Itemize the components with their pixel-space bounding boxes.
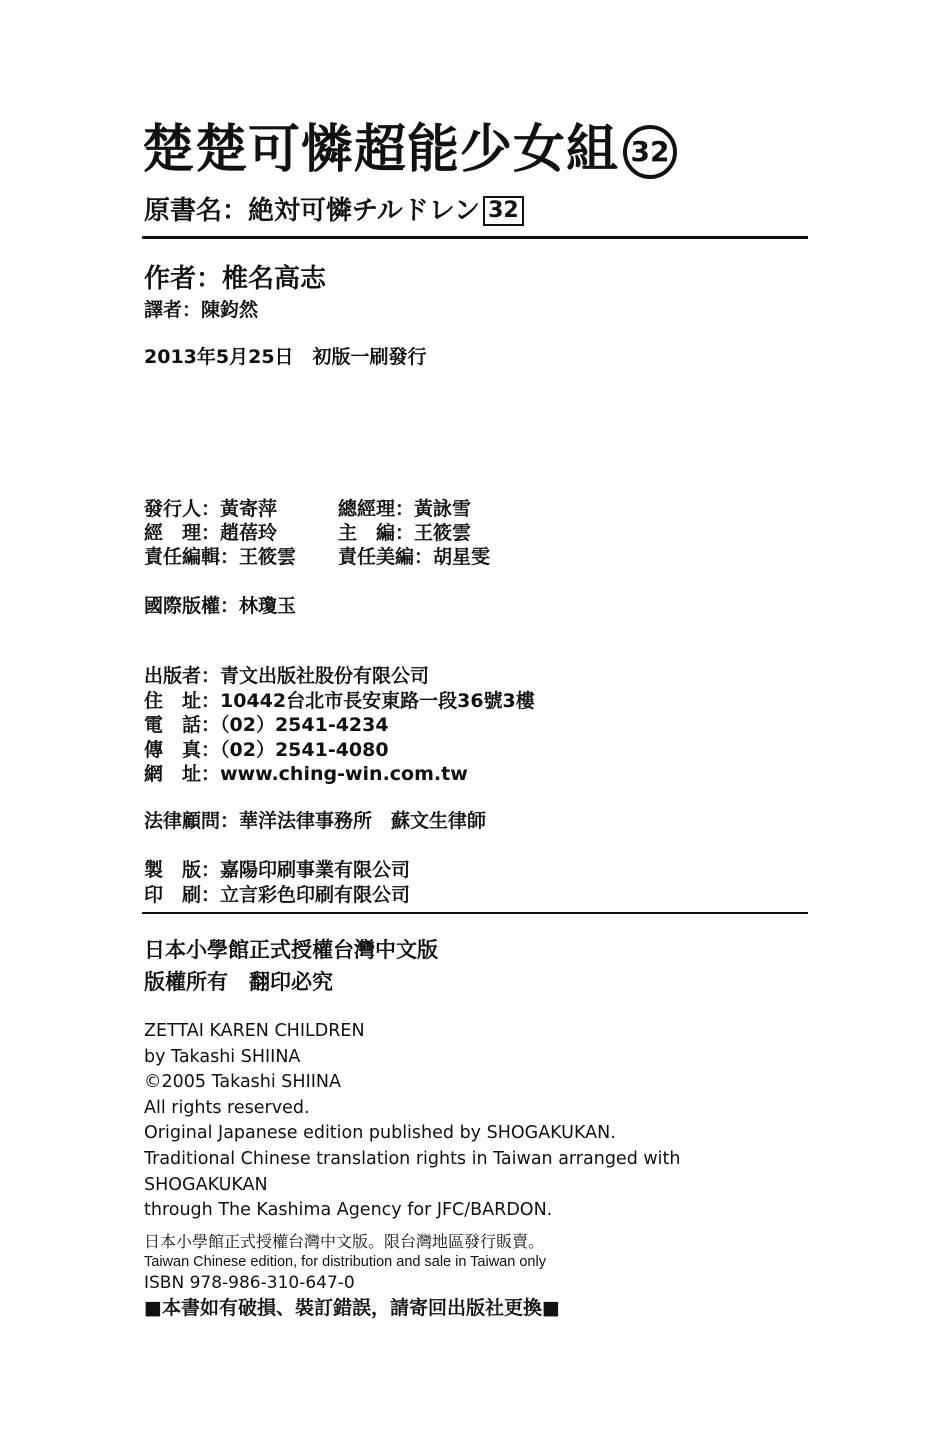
credit-line: Original Japanese edition published by SHOGAKUKAN. bbox=[144, 1123, 616, 1144]
legal-advisor: 法律顧問：華洋法律事務所 蘇文生律師 bbox=[144, 810, 487, 832]
credit-line: SHOGAKUKAN bbox=[144, 1174, 268, 1195]
book-title bbox=[142, 118, 677, 182]
divider-bottom bbox=[142, 912, 808, 914]
authorization-line: 日本小學館正式授權台灣中文版 bbox=[144, 937, 438, 962]
publisher-name: 出版者：青文出版社股份有限公司 bbox=[144, 665, 430, 687]
edition-date: 2013年5月25日 初版一刷發行 bbox=[144, 346, 427, 368]
divider-top bbox=[142, 236, 808, 239]
copyright-line: 版權所有 翻印必究 bbox=[144, 969, 333, 994]
credit-line: through The Kashima Agency for JFC/BARDON. bbox=[144, 1200, 553, 1221]
staff-cell: 主 編：王筱雲 bbox=[338, 522, 472, 544]
publisher-phone: 電 話：（02）2541-4234 bbox=[144, 714, 389, 736]
international-rights: 國際版權：林瓊玉 bbox=[144, 595, 297, 617]
staff-cell: 責任美編：胡星雯 bbox=[338, 546, 491, 568]
staff-cell: 責任編輯：王筱雲 bbox=[144, 546, 297, 568]
staff-credits bbox=[144, 497, 490, 569]
authorization-notice bbox=[144, 934, 438, 998]
book-title-text: 楚楚可憐超能少女組 bbox=[142, 120, 620, 180]
damage-notice: ■本書如有破損、裝訂錯誤，請寄回出版社更換■ bbox=[144, 1297, 560, 1319]
publisher-fax: 傳 真：（02）2541-4080 bbox=[144, 738, 389, 761]
english-credits bbox=[144, 1019, 681, 1224]
isbn: ISBN 978-986-310-647-0 bbox=[144, 1273, 355, 1293]
distribution-note-zh: 日本小學館正式授權台灣中文版。限台灣地區發行販賣。 bbox=[144, 1232, 545, 1251]
credit-line: All rights reserved. bbox=[144, 1097, 310, 1118]
plate-maker: 製 版：嘉陽印刷事業有限公司 bbox=[144, 859, 411, 881]
staff-row bbox=[144, 545, 490, 569]
staff-cell: 總經理：黃詠雪 bbox=[338, 498, 472, 520]
printing-info bbox=[144, 858, 410, 907]
publisher-website: 網 址：www.ching-win.com.tw bbox=[144, 763, 468, 785]
staff-row bbox=[144, 521, 490, 545]
staff-row bbox=[144, 497, 490, 521]
credit-line: Traditional Chinese translation rights in Taiwan arranged with bbox=[144, 1148, 681, 1169]
footer-notes bbox=[144, 1232, 560, 1322]
distribution-note-en: Taiwan Chinese edition, for distribution and sale in Taiwan only bbox=[144, 1254, 546, 1270]
publisher-address: 住 址：10442台北市長安東路一段36號3樓 bbox=[144, 689, 535, 712]
credit-line: ©2005 Takashi SHIINA bbox=[144, 1072, 341, 1093]
publisher-info bbox=[144, 664, 535, 787]
credit-line: by Takashi SHIINA bbox=[144, 1046, 301, 1067]
staff-cell: 經 理：趙蓓玲 bbox=[144, 522, 278, 544]
translator-line: 譯者：陳鈞然 bbox=[144, 299, 259, 321]
volume-number-circle: 32 bbox=[623, 125, 677, 179]
author-line: 作者：椎名高志 bbox=[144, 264, 327, 294]
original-title bbox=[144, 194, 524, 228]
staff-cell: 發行人：黃寄萍 bbox=[144, 498, 278, 520]
printer: 印 刷：立言彩色印刷有限公司 bbox=[144, 883, 411, 906]
original-volume-box: 32 bbox=[483, 196, 524, 226]
original-title-text: 原書名：絶対可憐チルドレン bbox=[144, 196, 481, 226]
credit-line: ZETTAI KAREN CHILDREN bbox=[144, 1021, 365, 1041]
